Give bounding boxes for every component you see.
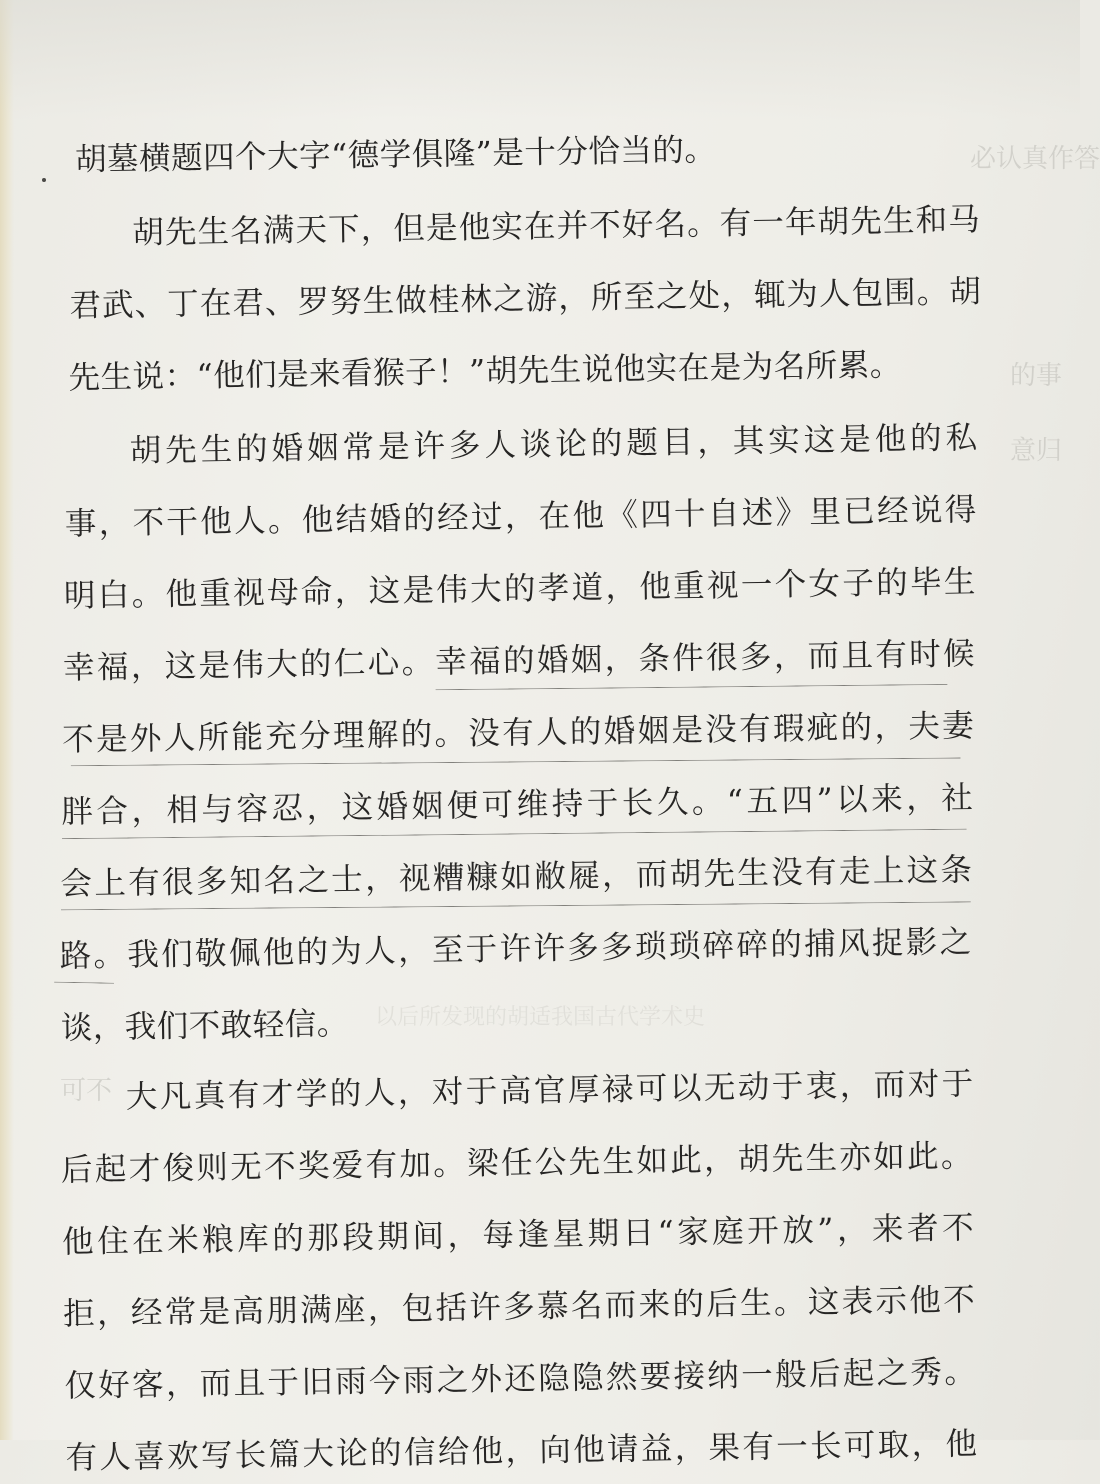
text-line: 幸福，这是伟大的仁心。幸福的婚姻，条件很多，而且有时候 [62, 636, 976, 687]
text-line: 事，不干他人。他结婚的经过，在他《四十自述》里已经说得 [64, 492, 978, 543]
text-line: 仅好客，而且于旧雨今雨之外还隐隐然要接纳一般后起之秀。 [64, 1354, 977, 1405]
text-line: 后起才俊则无不奖爱有加。梁任公先生如此，胡先生亦如此。 [60, 1138, 974, 1189]
text-line: 君武、丁在君、罗努生做桂林之游，所至之处，辄为人包围。胡 [69, 274, 982, 325]
text-line: 谈，我们不敢轻信。 [60, 1006, 350, 1047]
text-line: 他住在米粮库的那段期间，每逢星期日“家庭开放”，来者不 [61, 1210, 975, 1261]
text-line: 拒，经常是高朋满座，包括许多慕名而来的后生。这表示他不 [62, 1282, 976, 1333]
bleed-through-text: 可不 [60, 1076, 113, 1106]
bleed-through-text: 的事 [1010, 361, 1063, 391]
text-line: 路。我们敬佩他的为人，至于许许多多琐琐碎碎的捕风捉影之 [59, 924, 972, 975]
text-line: 胡墓横题四个大字“德学俱隆”是十分恰当的。 [74, 132, 717, 179]
text-line: 明白。他重视母命，这是伟大的孝道，他重视一个女子的毕生 [63, 564, 977, 615]
bleed-through-text: 意归 [1010, 436, 1063, 466]
text-line: 胖合，相与容忍，这婚姻便可维持于长久。“五四”以来，社 [61, 780, 974, 831]
bleed-through-text: 必认真作答 [970, 144, 1100, 174]
pencil-underline [54, 982, 114, 984]
text-line: 会上有很多知名之士，视糟糠如敝屣，而胡先生没有走上这条 [60, 852, 973, 903]
text-line: 先生说：“他们是来看猴子！”胡先生说他实在是为名所累。 [68, 347, 902, 397]
text-line: 胡先生的婚姻常是许多人谈论的题目，其实这是他的私 [129, 420, 978, 470]
bleed-through-text: 以后所发现的胡适我国古代学术史 [374, 1005, 705, 1030]
text-line: 胡先生名满天下，但是他实在并不好名。有一年胡先生和马 [132, 202, 981, 252]
text-line: 不是外人所能充分理解的。没有人的婚姻是没有瑕疵的，夫妻 [61, 708, 975, 759]
text-line: 大凡真有才学的人，对于高官厚禄可以无动于衷，而对于 [125, 1066, 975, 1116]
text-line: 有人喜欢写长篇大论的信给他，向他请益，果有一长可取，他 [65, 1426, 978, 1477]
